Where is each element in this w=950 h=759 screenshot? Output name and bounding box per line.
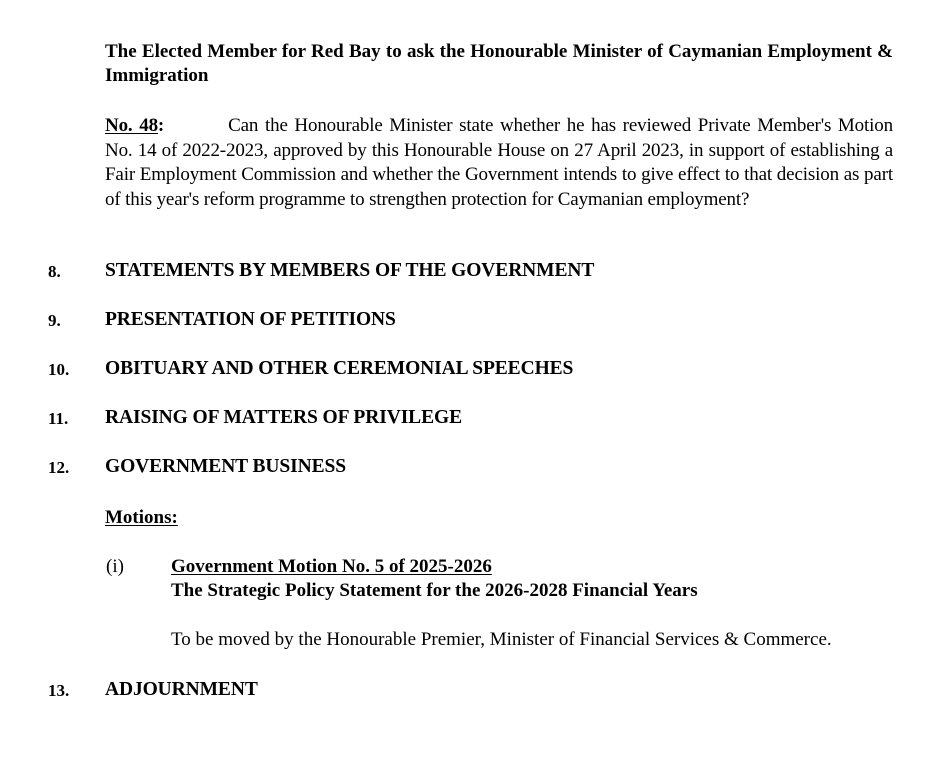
motion-mover: To be moved by the Honourable Premier, Minister of Financial Services & Commerce. <box>171 629 832 650</box>
question-text: Can the Honourable Minister state whether he has reviewed Private Member's Motion No. 14 of 2022-2023, approved by this Honourable House on 27 April 2023, in support of establishing a Fair Employment Commission and whether the Government intends to give effect to that decision as part of this year's reform programme to strengthen protection for Caymanian employment? <box>105 115 893 210</box>
agenda-item-number: 8. <box>48 262 61 281</box>
motion-title: Government Motion No. 5 of 2025-2026 <box>171 556 492 577</box>
agenda-item-number: 12. <box>48 458 70 477</box>
question-body <box>105 114 893 212</box>
agenda-item-title: PRESENTATION OF PETITIONS <box>105 309 396 330</box>
agenda-item-title: ADJOURNMENT <box>105 679 258 700</box>
motion-index: (i) <box>106 556 124 577</box>
agenda-item-title: STATEMENTS BY MEMBERS OF THE GOVERNMENT <box>105 260 595 281</box>
question-heading: The Elected Member for Red Bay to ask the Honourable Minister of Caymanian Employment & Immigration <box>105 41 893 86</box>
agenda-item-number: 13. <box>48 681 70 700</box>
motion-subtitle: The Strategic Policy Statement for the 2026-2028 Financial Years <box>171 580 698 601</box>
agenda-item-number: 11. <box>48 409 69 428</box>
agenda-item-title: GOVERNMENT BUSINESS <box>105 456 347 477</box>
question-number-colon: : <box>157 115 165 136</box>
agenda-item-title: RAISING OF MATTERS OF PRIVILEGE <box>105 407 462 428</box>
question-number: No. 48 <box>105 115 158 136</box>
motions-subheading: Motions: <box>105 507 178 528</box>
agenda-item-number: 9. <box>48 311 61 330</box>
agenda-item-number: 10. <box>48 360 70 379</box>
agenda-item-title: OBITUARY AND OTHER CEREMONIAL SPEECHES <box>105 358 574 379</box>
